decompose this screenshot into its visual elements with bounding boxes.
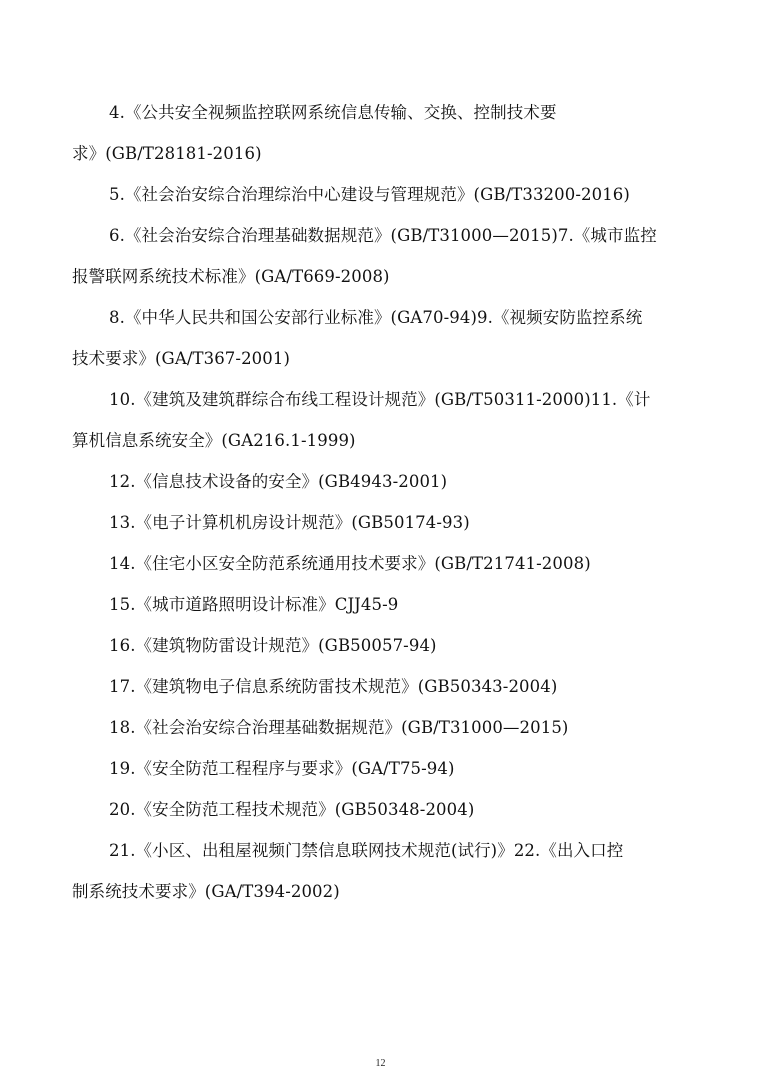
reference-item-12: 12.《信息技术设备的安全》(GB4943-2001) [109,472,448,491]
reference-item-15: 15.《城市道路照明设计标准》CJJ45-9 [109,595,399,614]
reference-item-13: 13.《电子计算机机房设计规范》(GB50174-93) [109,513,470,532]
reference-item-19: 19.《安全防范工程程序与要求》(GA/T75-94) [109,759,455,778]
reference-item-18: 18.《社会治安综合治理基础数据规范》(GB/T31000—2015) [109,718,569,737]
reference-item-20: 20.《安全防范工程技术规范》(GB50348-2004) [109,800,475,819]
page-number: 12 [375,1058,386,1069]
reference-item-10-11: 10.《建筑及建筑群综合布线工程设计规范》(GB/T50311-2000)11.《计 算机信息系统安全》(GA216.1-1999) [72,390,651,450]
reference-item-6-7: 6.《社会治安综合治理基础数据规范》(GB/T31000—2015)7.《城市监控 报警联网系统技术标准》(GA/T669-2008) [72,226,657,286]
reference-item-16: 16.《建筑物防雷设计规范》(GB50057-94) [109,636,437,655]
reference-item-8-9: 8.《中华人民共和国公安部行业标准》(GA70-94)9.《视频安防监控系统 技术要求》(GA/T367-2001) [72,308,643,368]
reference-item-17: 17.《建筑物电子信息系统防雷技术规范》(GB50343-2004) [109,677,558,696]
reference-item-14: 14.《住宅小区安全防范系统通用技术要求》(GB/T21741-2008) [109,554,591,573]
document-body [72,92,692,912]
reference-item-4: 4.《公共安全视频监控联网系统信息传输、交换、控制技术要 求》(GB/T28181-2016) [72,103,557,163]
reference-item-5: 5.《社会治安综合治理综治中心建设与管理规范》(GB/T33200-2016) [109,185,630,204]
reference-item-21-22: 21.《小区、出租屋视频门禁信息联网技术规范(试行)》22.《出入口控 制系统技术要求》(GA/T394-2002) [72,841,624,901]
